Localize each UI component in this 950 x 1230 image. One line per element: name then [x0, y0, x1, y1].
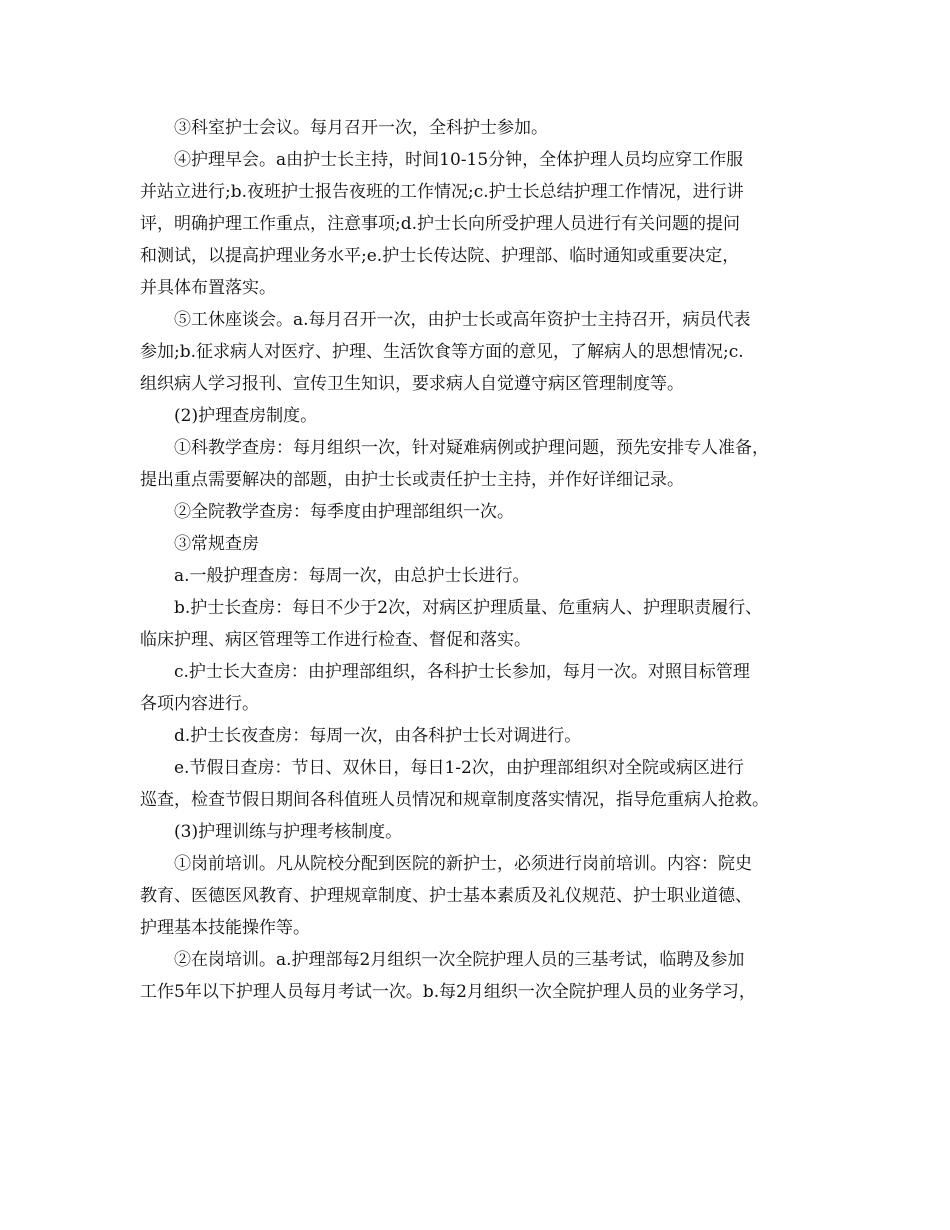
- text-line: 并具体布置落实。: [140, 278, 276, 298]
- text-line: ④护理早会。a由护士长主持，时间10-15分钟，全体护理人员均应穿工作服: [174, 150, 744, 170]
- text-line: ①科教学查房：每月组织一次，针对疑难病例或护理问题，预先安排专人准备，: [174, 438, 769, 458]
- text-line: d.护士长夜查房：每周一次，由各科护士长对调进行。: [174, 726, 582, 746]
- section-heading: (3)护理训练与护理考核制度。: [174, 822, 403, 842]
- text-line: 各项内容进行。: [140, 694, 259, 714]
- text-line: 参加;b.征求病人对医疗、护理、生活饮食等方面的意见，了解病人的思想情况;c.: [140, 342, 744, 362]
- text-line: 提出重点需要解决的部题，由护士长或责任护士主持，并作好详细记录。: [140, 470, 684, 490]
- text-line: ⑤工休座谈会。a.每月召开一次，由护士长或高年资护士主持召开，病员代表: [174, 310, 751, 330]
- text-line: 并站立进行;b.夜班护士报告夜班的工作情况;c.护士长总结护理工作情况，进行讲: [140, 182, 744, 202]
- text-line: c.护士长大查房：由护理部组织，各科护士长参加，每月一次。对照目标管理: [174, 662, 750, 682]
- text-line: ③常规查房: [174, 534, 259, 554]
- document-page: [140, 112, 820, 1008]
- text-line: 评，明确护理工作重点，注意事项;d.护士长向所受护理人员进行有关问题的提问: [140, 214, 741, 234]
- text-line: ②全院教学查房：每季度由护理部组织一次。: [174, 502, 514, 522]
- text-line: 护理基本技能操作等。: [140, 918, 310, 938]
- text-line: ①岗前培训。凡从院校分配到医院的新护士，必须进行岗前培训。内容：院史: [174, 854, 752, 874]
- text-line: 和测试，以提高护理业务水平;e.护士长传达院、护理部、临时通知或重要决定，: [140, 246, 740, 266]
- text-line: e.节假日查房：节日、双休日，每日1-2次，由护理部组织对全院或病区进行: [174, 758, 744, 778]
- section-heading: (2)护理查房制度。: [174, 406, 318, 426]
- text-line: ③科室护士会议。每月召开一次，全科护士参加。: [174, 118, 548, 138]
- text-line: a.一般护理查房：每周一次，由总护士长进行。: [174, 566, 530, 586]
- text-line: b.护士长查房：每日不少于2次，对病区护理质量、危重病人、护理职责履行、: [174, 598, 763, 618]
- text-line: 教育、医德医风教育、护理规章制度、护士基本素质及礼仪规范、护士职业道德、: [140, 886, 752, 906]
- text-line: 巡查，检查节假日期间各科值班人员情况和规章制度落实情况，指导危重病人抢救。: [140, 790, 769, 810]
- text-line: 组织病人学习报刊、宣传卫生知识，要求病人自觉遵守病区管理制度等。: [140, 374, 684, 394]
- text-line: ②在岗培训。a.护理部每2月组织一次全院护理人员的三基考试，临聘及参加: [174, 950, 745, 970]
- text-line: 临床护理、病区管理等工作进行检查、督促和落实。: [140, 630, 531, 650]
- text-line: 工作5年以下护理人员每月考试一次。b.每2月组织一次全院护理人员的业务学习，: [140, 982, 756, 1002]
